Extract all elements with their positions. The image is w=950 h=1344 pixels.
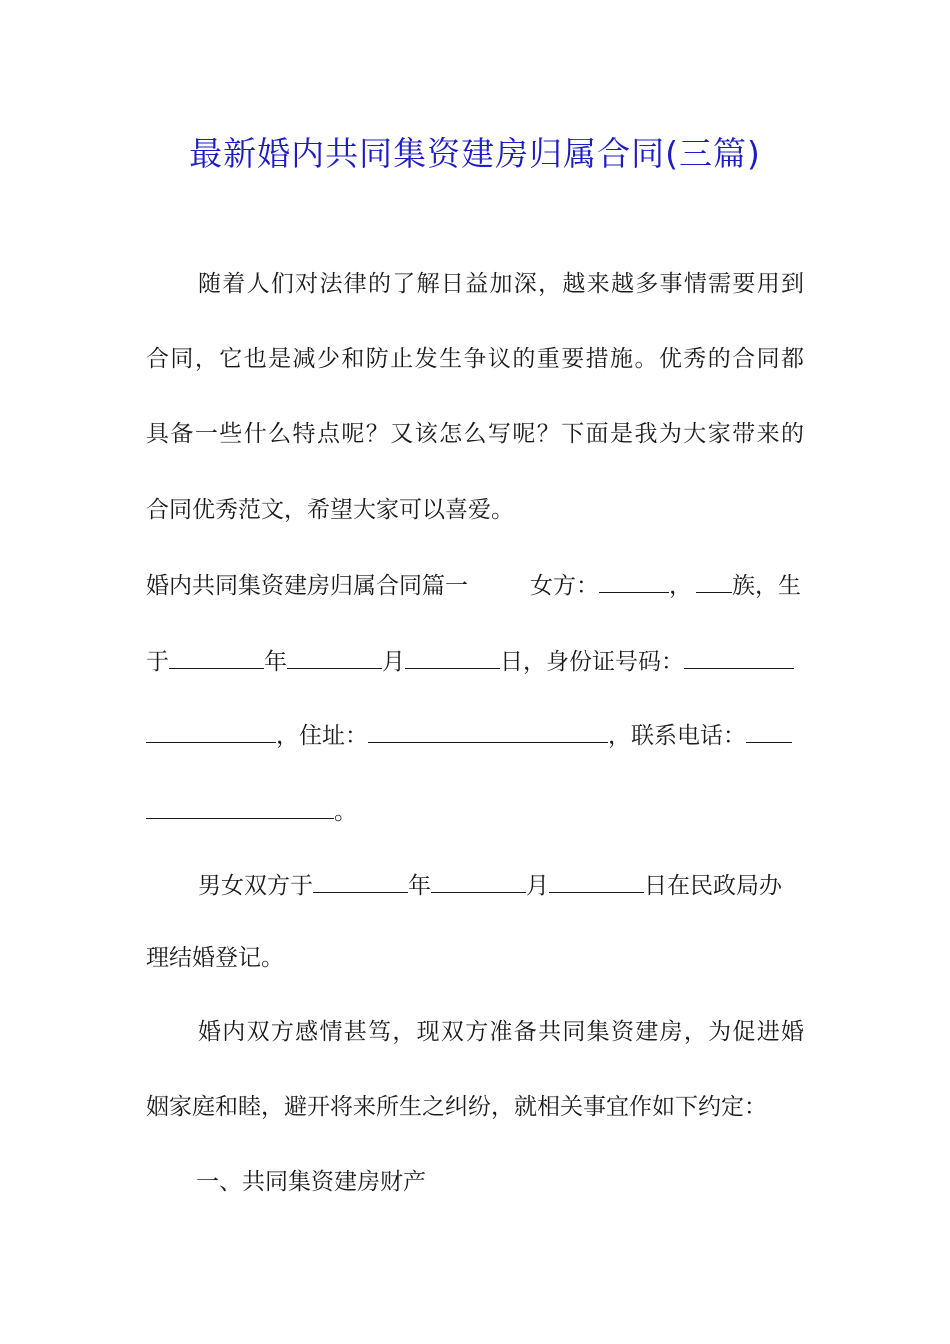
intro-line-3: 具备一些什么特点呢？又该怎么写呢？下面是我为大家带来的 — [146, 421, 804, 447]
marriage-day-label: 日在民政局办 — [644, 873, 782, 899]
address-label: ，住址： — [276, 723, 368, 749]
marriage-prefix: 男女双方于 — [198, 873, 313, 899]
id-number-blank — [684, 644, 794, 669]
birth-year-blank — [169, 644, 264, 669]
address-blank — [368, 718, 608, 743]
period-text: 。 — [334, 799, 357, 825]
intro-line-1: 随着人们对法律的了解日益加深，越来越多事情需要用到 — [198, 271, 804, 297]
marriage-year-blank — [313, 868, 408, 893]
marriage-day-blank — [549, 868, 644, 893]
phone-blank — [746, 718, 792, 743]
clause-heading: 一、共同集资建房财产 — [196, 1169, 426, 1195]
marriage-month-blank — [431, 868, 526, 893]
party-info-line-1 — [146, 568, 804, 602]
party-info-line-2 — [146, 644, 794, 678]
phone-blank-cont — [146, 794, 334, 819]
purpose-line-2: 姻家庭和睦，避开将来所生之纠纷，就相关事宜作如下约定： — [146, 1094, 767, 1120]
ethnicity-blank — [696, 568, 732, 593]
born-label: 于 — [146, 649, 169, 675]
name-blank — [599, 568, 669, 593]
year-label: 年 — [264, 649, 287, 675]
marriage-year-label: 年 — [408, 873, 431, 899]
birth-month-blank — [287, 644, 382, 669]
comma-text: ， — [669, 573, 692, 599]
intro-line-4: 合同优秀范文，希望大家可以喜爱。 — [146, 497, 514, 523]
marriage-line-1 — [198, 868, 782, 902]
party-info-line-4 — [146, 794, 357, 828]
id-number-blank-cont — [146, 718, 276, 743]
month-label: 月 — [382, 649, 405, 675]
birth-day-blank — [405, 644, 500, 669]
phone-label: ，联系电话： — [608, 723, 746, 749]
intro-line-2: 合同，它也是减少和防止发生争议的重要措施。优秀的合同都 — [146, 346, 804, 372]
section-heading: 婚内共同集资建房归属合同篇一 — [146, 573, 468, 599]
marriage-month-label: 月 — [526, 873, 549, 899]
party-label: 女方： — [530, 573, 599, 599]
ethnicity-label: 族，生 — [732, 573, 801, 599]
party-info-line-3 — [146, 718, 792, 752]
marriage-line-2: 理结婚登记。 — [146, 945, 284, 971]
document-title: 最新婚内共同集资建房归属合同(三篇) — [189, 134, 761, 173]
id-number-label: 日，身份证号码： — [500, 649, 684, 675]
purpose-line-1: 婚内双方感情甚笃，现双方准备共同集资建房，为促进婚 — [198, 1019, 804, 1045]
